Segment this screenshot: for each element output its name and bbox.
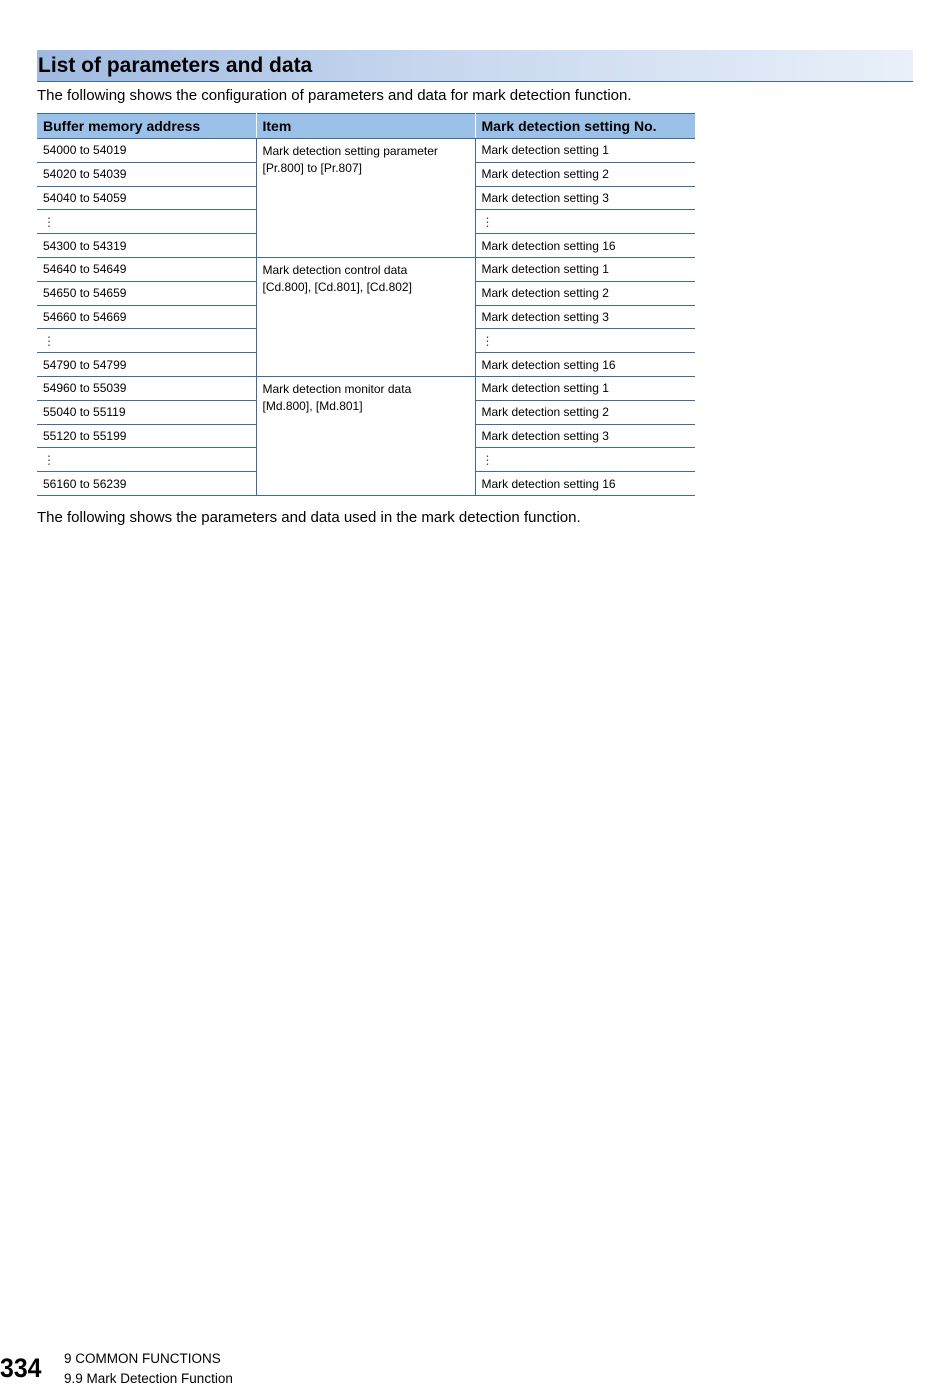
setting-cell: Mark detection setting 1 [475, 376, 695, 400]
address-cell: 54300 to 54319 [37, 234, 256, 258]
table-row [37, 257, 695, 281]
address-cell: 54020 to 54039 [37, 162, 256, 186]
setting-cell: Mark detection setting 3 [475, 305, 695, 329]
ellipsis-cell: ⋮ [37, 448, 256, 472]
address-cell: 54000 to 54019 [37, 139, 256, 163]
setting-cell: Mark detection setting 2 [475, 400, 695, 424]
table-row [37, 376, 695, 400]
header-buffer-memory-address: Buffer memory address [37, 114, 256, 139]
setting-cell: Mark detection setting 3 [475, 186, 695, 210]
address-cell: 55120 to 55199 [37, 424, 256, 448]
address-cell: 56160 to 56239 [37, 472, 256, 496]
address-cell: 55040 to 55119 [37, 400, 256, 424]
table-header-row [37, 114, 695, 139]
parameters-table [37, 113, 695, 496]
item-name: Mark detection control data [262, 262, 408, 277]
item-range: [Pr.800] to [Pr.807] [262, 161, 362, 175]
item-name: Mark detection setting parameter [262, 144, 438, 158]
setting-cell: Mark detection setting 2 [475, 281, 695, 305]
ellipsis-cell: ⋮ [37, 329, 256, 353]
item-range: [Cd.800], [Cd.801], [Cd.802] [262, 279, 412, 294]
header-mark-detection-setting-no: Mark detection setting No. [475, 114, 695, 139]
setting-cell: Mark detection setting 1 [475, 139, 695, 163]
ellipsis-cell: ⋮ [475, 448, 695, 472]
section-title: List of parameters and data [38, 54, 313, 77]
setting-cell: Mark detection setting 3 [475, 424, 695, 448]
outro-paragraph: The following shows the parameters and data used in the mark detection function. [37, 509, 581, 526]
item-cell [256, 139, 475, 258]
item-name: Mark detection monitor data [262, 381, 412, 396]
address-cell: 54790 to 54799 [37, 353, 256, 377]
setting-cell: Mark detection setting 16 [475, 234, 695, 258]
item-cell [256, 376, 475, 495]
ellipsis-cell: ⋮ [475, 329, 695, 353]
table-row [37, 139, 695, 163]
address-cell: 54960 to 55039 [37, 376, 256, 400]
ellipsis-cell: ⋮ [37, 210, 256, 234]
ellipsis-cell: ⋮ [475, 210, 695, 234]
page-number: 334 [0, 1353, 42, 1383]
address-cell: 54040 to 54059 [37, 186, 256, 210]
footer-chapter: 9 COMMON FUNCTIONS [64, 1351, 221, 1366]
header-item: Item [256, 114, 475, 139]
setting-cell: Mark detection setting 16 [475, 472, 695, 496]
setting-cell: Mark detection setting 16 [475, 353, 695, 377]
item-cell [256, 257, 475, 376]
item-range: [Md.800], [Md.801] [262, 398, 363, 413]
address-cell: 54660 to 54669 [37, 305, 256, 329]
address-cell: 54640 to 54649 [37, 257, 256, 281]
setting-cell: Mark detection setting 1 [475, 257, 695, 281]
address-cell: 54650 to 54659 [37, 281, 256, 305]
footer-section: 9.9 Mark Detection Function [64, 1371, 233, 1386]
intro-paragraph: The following shows the configuration of parameters and data for mark detection function. [37, 87, 632, 104]
setting-cell: Mark detection setting 2 [475, 162, 695, 186]
